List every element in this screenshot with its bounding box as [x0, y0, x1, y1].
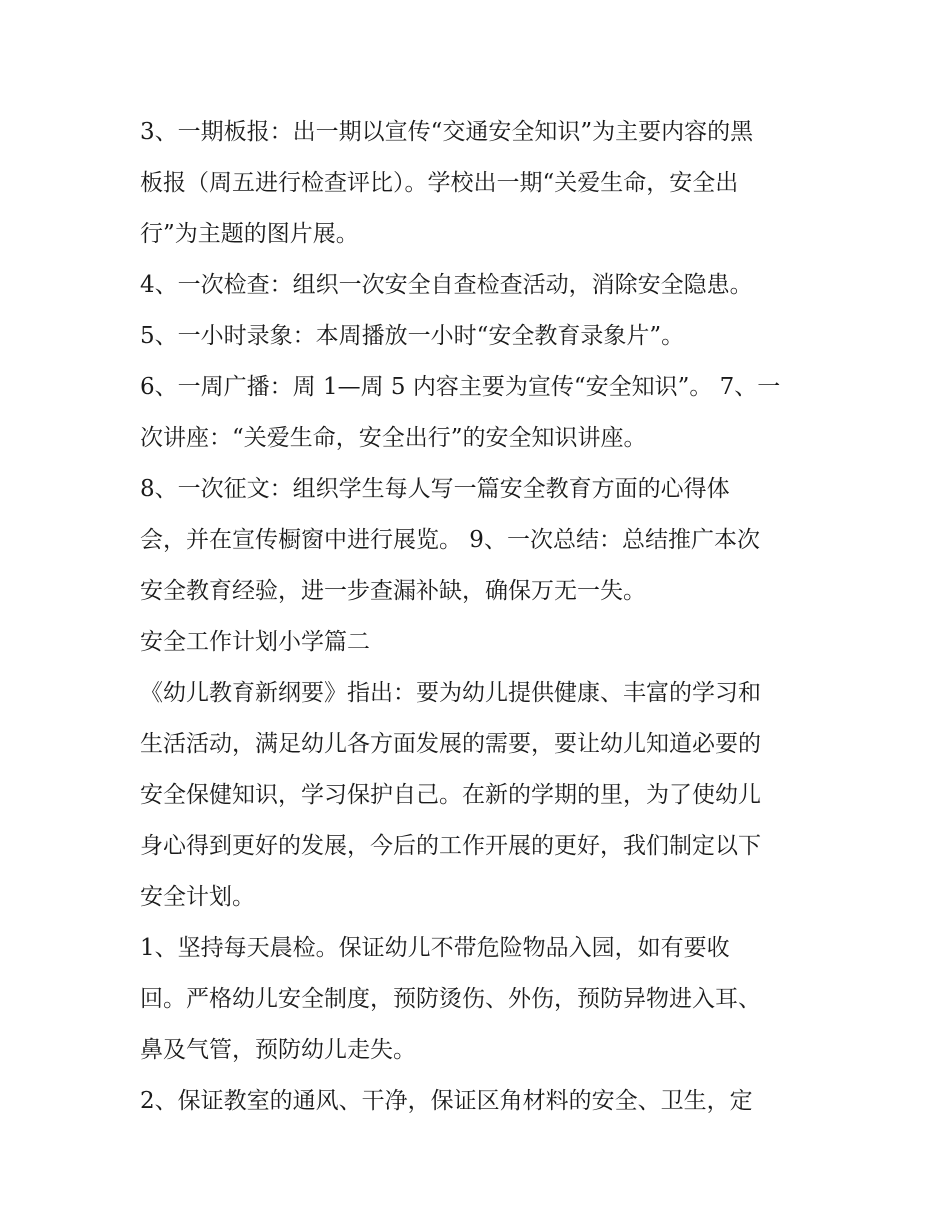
text-line-6: 6、一周广播：周 1—周 5 内容主要为宣传“安全知识”。 7、一 [140, 374, 781, 400]
text-line-16: 安全计划。 [140, 884, 255, 910]
text-line-3: 行”为主题的图片展。 [140, 221, 359, 247]
text-line-7: 次讲座：“关爱生命，安全出行”的安全知识讲座。 [140, 425, 647, 451]
section-heading: 安全工作计划小学篇二 [140, 629, 370, 655]
text-line-19: 鼻及气管，预防幼儿走失。 [140, 1037, 416, 1063]
text-line-1: 3、一期板报：出一期以宣传“交通安全知识”为主要内容的黑 [140, 119, 754, 145]
text-line-8: 8、一次征文：组织学生每人写一篇安全教育方面的心得体 [140, 476, 730, 502]
text-line-17: 1、坚持每天晨检。保证幼儿不带危险物品入园，如有要收 [140, 935, 730, 961]
text-line-10: 安全教育经验，进一步查漏补缺，确保万无一失。 [140, 578, 646, 604]
document-body [140, 108, 820, 1128]
text-line-4: 4、一次检查：组织一次安全自查检查活动，消除安全隐患。 [140, 272, 753, 298]
text-line-15: 身心得到更好的发展，今后的工作开展的更好，我们制定以下 [140, 833, 761, 859]
text-line-13: 生活活动，满足幼儿各方面发展的需要，要让幼儿知道必要的 [140, 731, 761, 757]
text-line-9: 会，并在宣传橱窗中进行展览。 9、一次总结：总结推广本次 [140, 527, 760, 553]
text-line-12: 《幼儿教育新纲要》指出：要为幼儿提供健康、丰富的学习和 [140, 680, 761, 706]
text-line-18: 回。严格幼儿安全制度，预防烫伤、外伤，预防异物进入耳、 [140, 986, 761, 1012]
text-line-2: 板报（周五进行检查评比）。学校出一期“关爱生命，安全出 [140, 170, 739, 196]
text-line-14: 安全保健知识，学习保护自己。在新的学期的里，为了使幼儿 [140, 782, 761, 808]
text-line-5: 5、一小时录象：本周播放一小时“安全教育录象片”。 [140, 323, 685, 349]
text-line-20: 2、保证教室的通风、干净，保证区角材料的安全、卫生，定 [140, 1088, 753, 1114]
